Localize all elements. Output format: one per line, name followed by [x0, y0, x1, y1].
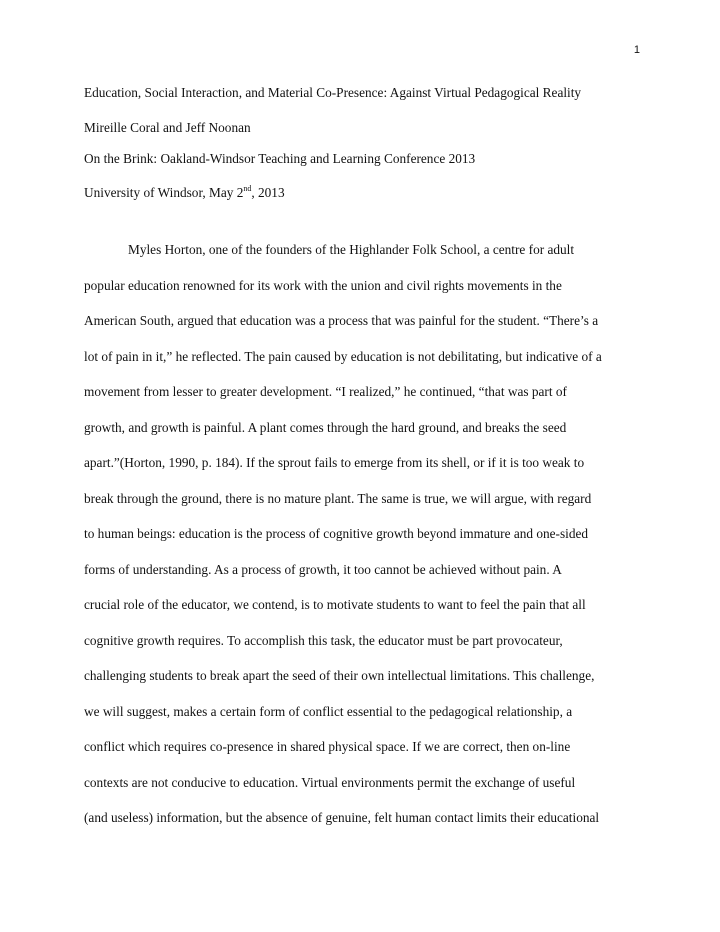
- body-line: (and useless) information, but the absence of genuine, felt human contact limits their educational: [84, 810, 600, 825]
- author-names: Mireille Coral and Jeff Noonan: [84, 120, 251, 135]
- body-line: Myles Horton, one of the founders of the Highlander Folk School, a centre for adult: [128, 242, 575, 257]
- body-line: American South, argued that education was a process that was painful for the student. “There’s a: [84, 313, 599, 328]
- location-date-suffix: , 2013: [251, 185, 285, 200]
- body-line: contexts are not conducive to education. Virtual environments permit the exchange of useful: [84, 774, 576, 790]
- body-line: challenging students to break apart the seed of their own intellectual limitations. This challenge,: [84, 668, 595, 683]
- body-paragraph: [84, 242, 644, 846]
- body-line: movement from lesser to greater development. “I realized,” he continued, “that was part of: [84, 384, 567, 399]
- body-line: break through the ground, there is no mature plant. The same is true, we will argue, with regard: [84, 490, 592, 506]
- body-line: to human beings: education is the process of cognitive growth beyond immature and one-sided: [84, 526, 589, 541]
- body-line: popular education renowned for its work with the union and civil rights movements in the: [84, 277, 562, 293]
- location-date: [84, 185, 285, 201]
- body-line: conflict which requires co-presence in shared physical space. If we are correct, then on-line: [84, 739, 571, 754]
- body-line: forms of understanding. As a process of growth, it too cannot be achieved without pain. A: [84, 561, 562, 577]
- body-line: lot of pain in it,” he reflected. The pain caused by education is not debilitating, but indicative of a: [84, 348, 602, 364]
- page-number: 1: [633, 44, 640, 56]
- body-line: growth, and growth is painful. A plant comes through the hard ground, and breaks the seed: [84, 419, 567, 435]
- body-line: we will suggest, makes a certain form of conflict essential to the pedagogical relationship, a: [84, 703, 573, 719]
- conference-name: On the Brink: Oakland-Windsor Teaching and Learning Conference 2013: [84, 151, 476, 166]
- body-line: crucial role of the educator, we contend, is to motivate students to want to feel the pain that all: [84, 597, 586, 612]
- body-line: apart.”(Horton, 1990, p. 184). If the sprout fails to emerge from its shell, or if it is too weak to: [84, 455, 585, 470]
- paper-title: Education, Social Interaction, and Material Co-Presence: Against Virtual Pedagogical Reality: [84, 85, 582, 100]
- location-date-prefix: University of Windsor, May 2: [84, 185, 244, 200]
- ordinal-suffix: nd: [243, 184, 252, 193]
- body-line: cognitive growth requires. To accomplish this task, the educator must be part provocateur,: [84, 632, 563, 648]
